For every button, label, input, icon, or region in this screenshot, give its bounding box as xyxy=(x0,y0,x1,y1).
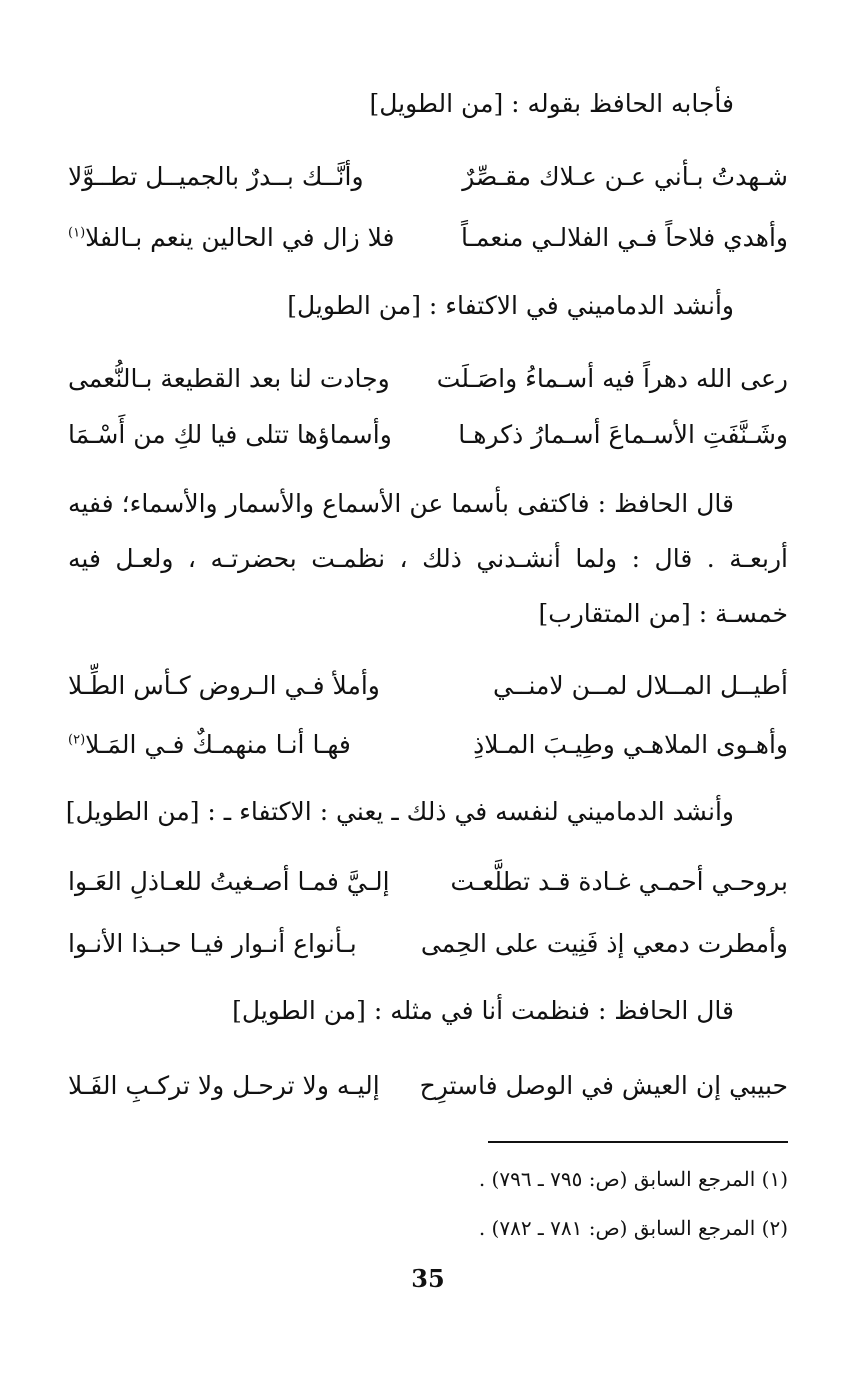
prose-paragraph xyxy=(68,476,788,641)
intro-line: فأجابه الحافظ بقوله : [من الطويل] xyxy=(369,89,734,118)
verse-first-hemistich: بروحـي أحمـي غـادة قـد تطلَّعـت xyxy=(450,867,788,896)
verse-line xyxy=(68,413,788,457)
verse-second-hemistich: إلـيَّ فمـا أصـغيتُ للعـاذلِ العَـوا xyxy=(68,867,390,896)
footnote: (١) المرجع السابق (ص: ٧٩٥ ـ ٧٩٦) . xyxy=(478,1167,788,1191)
verse-second-hemistich: وأملأ فـي الـروض كـأس الطِّـلا xyxy=(68,671,380,700)
verse-first-hemistich: وشَـنَّفَتِ الأسـماعَ أسـمارُ ذكرهـا xyxy=(458,420,788,449)
verse-first-hemistich: وأهـوى الملاهـي وطِيـبَ المـلاذِ xyxy=(473,730,788,759)
verse-first-hemistich: رعى الله دهراً فيه أسـماءُ واصَـلَت xyxy=(436,364,788,393)
verse-first-hemistich: أطيــل المــلال لمــن لامنــي xyxy=(493,671,788,700)
verse-second-hemistich: وأسماؤها تتلى فيا لكِ من أَسْـمَا xyxy=(68,420,392,449)
verse-first-hemistich: وأهدي فلاحاً فـي الفلالـي منعمـاً xyxy=(460,223,788,252)
verse-line xyxy=(68,357,788,401)
verse-second-hemistich: وأنَّــك بــدرٌ بالجميــل تطــوَّلا xyxy=(68,162,364,191)
paragraph-text: قال الحافظ : فاكتفى بأسما عن الأسماع والأسمار والأسماء؛ ففيه أربعـة . قال : ولما أنشـدني ذلك ، نظمـت بحضرتـه ، ولعـل فيه خمسـة : [من المتقارب] xyxy=(68,489,788,628)
intro-line: وأنشد الدماميني في الاكتفاء : [من الطويل] xyxy=(287,291,734,320)
footnote-marker: (٢) xyxy=(68,732,86,748)
page-number: 35 xyxy=(411,1264,445,1293)
verse-second-hemistich: إليـه ولا ترحـل ولا تركـبِ الفَـلا xyxy=(68,1071,380,1100)
verse-first-hemistich: شـهدتُ بـأني عـن عـلاك مقـصِّرٌ xyxy=(462,162,788,191)
intro-line: قال الحافظ : فنظمت أنا في مثله : [من الطويل] xyxy=(232,996,734,1025)
footnote-marker: (١) xyxy=(68,225,86,241)
verse-second-hemistich: بـأنواع أنـوار فيـا حبـذا الأنـوا xyxy=(68,929,357,958)
footnote-separator xyxy=(488,1141,788,1143)
verse-text: فلا زال في الحالين ينعم بـالفلا xyxy=(85,223,395,252)
verse-line xyxy=(68,664,788,708)
verse-first-hemistich: وأمطرت دمعي إذ فَنِيت على الحِمى xyxy=(420,929,788,958)
verse-text: فهـا أنـا منهمـكٌ فـي المَـلا xyxy=(85,730,351,759)
verse-line xyxy=(68,216,788,260)
intro-line: وأنشد الدماميني لنفسه في ذلك ـ يعني : الاكتفاء ـ : [من الطويل] xyxy=(65,797,734,826)
verse-line xyxy=(68,922,788,966)
verse-line xyxy=(68,723,788,767)
verse-second-hemistich xyxy=(68,216,395,260)
verse-first-hemistich: حبيبي إن العيش في الوصل فاسترِح xyxy=(419,1071,788,1100)
verse-second-hemistich: وجادت لنا بعد القطيعة بـالنُّعمى xyxy=(68,364,390,393)
verse-line xyxy=(68,1064,788,1108)
verse-line xyxy=(68,155,788,199)
footnote: (٢) المرجع السابق (ص: ٧٨١ ـ ٧٨٢) . xyxy=(478,1216,788,1240)
verse-second-hemistich xyxy=(68,723,351,767)
verse-line xyxy=(68,860,788,904)
